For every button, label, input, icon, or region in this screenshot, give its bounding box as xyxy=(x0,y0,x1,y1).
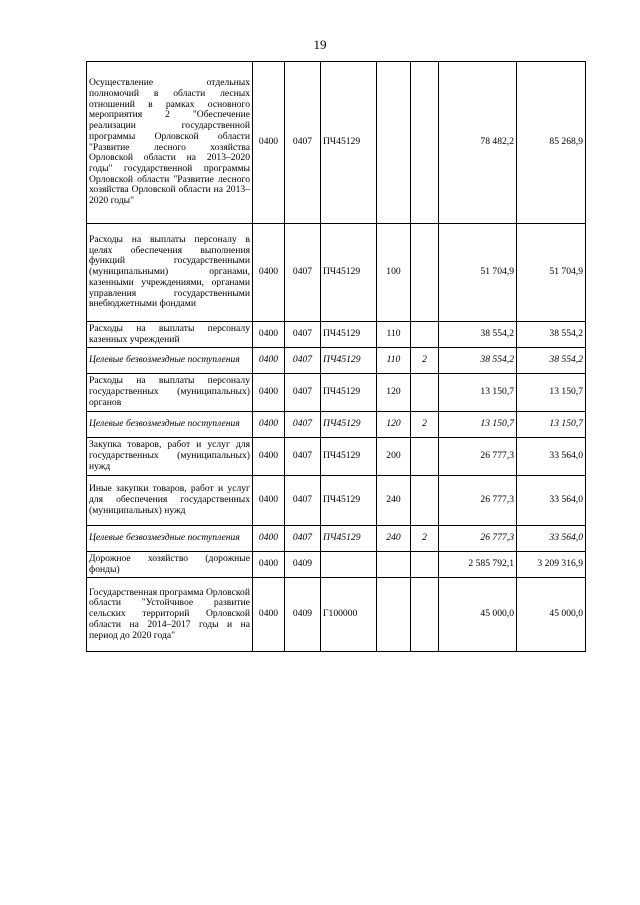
amount-year1-cell: 26 777,3 xyxy=(439,438,517,476)
row-name-cell: Закупка товаров, работ и услуг для государственных (муниципальных) нужд xyxy=(87,438,253,476)
amount-year2-cell: 33 564,0 xyxy=(517,476,586,526)
row-name-cell: Расходы на выплаты персоналу государственных (муниципальных) органов xyxy=(87,374,253,412)
amount-year1-cell: 13 150,7 xyxy=(439,374,517,412)
expense-type-cell xyxy=(377,552,411,578)
section-code-cell: 0400 xyxy=(253,526,285,552)
row-name-cell: Целевые безвозмездные поступления xyxy=(87,526,253,552)
amount-year2-cell: 51 704,9 xyxy=(517,224,586,322)
subsection-code-cell: 0407 xyxy=(285,438,321,476)
amount-year2-cell: 13 150,7 xyxy=(517,374,586,412)
amount-year1-cell: 13 150,7 xyxy=(439,412,517,438)
target-article-cell: ПЧ45129 xyxy=(321,526,377,552)
target-article-cell: ПЧ45129 xyxy=(321,348,377,374)
section-code-cell: 0400 xyxy=(253,578,285,652)
row-name-cell: Целевые безвозмездные поступления xyxy=(87,348,253,374)
target-article-cell: ПЧ45129 xyxy=(321,62,377,224)
target-article-cell: ПЧ45129 xyxy=(321,476,377,526)
section-code-cell: 0400 xyxy=(253,374,285,412)
amount-year1-cell: 45 000,0 xyxy=(439,578,517,652)
section-code-cell: 0400 xyxy=(253,62,285,224)
amount-year1-cell: 38 554,2 xyxy=(439,348,517,374)
target-article-cell xyxy=(321,552,377,578)
target-article-cell: ПЧ45129 xyxy=(321,438,377,476)
expense-type-cell xyxy=(377,578,411,652)
row-name-cell: Дорожное хозяйство (дорожные фонды) xyxy=(87,552,253,578)
expense-type-cell: 200 xyxy=(377,438,411,476)
budget-table xyxy=(86,61,586,652)
section-code-cell: 0400 xyxy=(253,322,285,348)
amount-year2-cell: 33 564,0 xyxy=(517,526,586,552)
row-name-cell: Осуществление отдельных полномочий в области лесных отношений в рамках основного мероприятия 2 "Обеспечение реализации государственной программы Орловской области "Развитие лесного хозяйства Орловской области на 2013–2020 годы" государственной программы Орловской области "Развитие лесного хозяйства Орловской области на 2013–2020 годы" xyxy=(87,62,253,224)
amount-year1-cell: 38 554,2 xyxy=(439,322,517,348)
section-code-cell: 0400 xyxy=(253,476,285,526)
source-code-cell xyxy=(411,438,439,476)
amount-year2-cell: 85 268,9 xyxy=(517,62,586,224)
subsection-code-cell: 0409 xyxy=(285,578,321,652)
subsection-code-cell: 0407 xyxy=(285,476,321,526)
source-code-cell: 2 xyxy=(411,526,439,552)
table-row xyxy=(87,438,586,476)
subsection-code-cell: 0407 xyxy=(285,412,321,438)
subsection-code-cell: 0407 xyxy=(285,526,321,552)
amount-year1-cell: 2 585 792,1 xyxy=(439,552,517,578)
amount-year2-cell: 45 000,0 xyxy=(517,578,586,652)
expense-type-cell xyxy=(377,62,411,224)
amount-year1-cell: 51 704,9 xyxy=(439,224,517,322)
page-number: 19 xyxy=(313,37,327,52)
table-row xyxy=(87,578,586,652)
table-row xyxy=(87,552,586,578)
budget-table-body xyxy=(87,62,586,652)
source-code-cell xyxy=(411,224,439,322)
row-name-cell: Расходы на выплаты персоналу казенных учреждений xyxy=(87,322,253,348)
source-code-cell xyxy=(411,476,439,526)
target-article-cell: ПЧ45129 xyxy=(321,224,377,322)
source-code-cell: 2 xyxy=(411,412,439,438)
table-row xyxy=(87,374,586,412)
target-article-cell: ПЧ45129 xyxy=(321,374,377,412)
amount-year1-cell: 78 482,2 xyxy=(439,62,517,224)
source-code-cell xyxy=(411,322,439,348)
table-row xyxy=(87,348,586,374)
target-article-cell: ПЧ45129 xyxy=(321,412,377,438)
amount-year1-cell: 26 777,3 xyxy=(439,526,517,552)
amount-year2-cell: 38 554,2 xyxy=(517,322,586,348)
source-code-cell xyxy=(411,578,439,652)
amount-year2-cell: 13 150,7 xyxy=(517,412,586,438)
expense-type-cell: 120 xyxy=(377,412,411,438)
subsection-code-cell: 0407 xyxy=(285,374,321,412)
subsection-code-cell: 0409 xyxy=(285,552,321,578)
expense-type-cell: 110 xyxy=(377,322,411,348)
source-code-cell xyxy=(411,552,439,578)
subsection-code-cell: 0407 xyxy=(285,348,321,374)
amount-year2-cell: 38 554,2 xyxy=(517,348,586,374)
row-name-cell: Расходы на выплаты персоналу в целях обеспечения выполнения функций государственными (муниципальными) органами, казенными учреждениями, органами управления государственными внебюджетными фондами xyxy=(87,224,253,322)
table-row xyxy=(87,526,586,552)
source-code-cell xyxy=(411,62,439,224)
expense-type-cell: 240 xyxy=(377,526,411,552)
expense-type-cell: 110 xyxy=(377,348,411,374)
table-row xyxy=(87,476,586,526)
row-name-cell: Государственная программа Орловской области "Устойчивое развитие сельских территорий Орловской области на 2014–2017 годы и на период до 2020 года" xyxy=(87,578,253,652)
subsection-code-cell: 0407 xyxy=(285,322,321,348)
target-article-cell: ПЧ45129 xyxy=(321,322,377,348)
expense-type-cell: 240 xyxy=(377,476,411,526)
expense-type-cell: 120 xyxy=(377,374,411,412)
table-row xyxy=(87,62,586,224)
subsection-code-cell: 0407 xyxy=(285,62,321,224)
section-code-cell: 0400 xyxy=(253,348,285,374)
amount-year1-cell: 26 777,3 xyxy=(439,476,517,526)
subsection-code-cell: 0407 xyxy=(285,224,321,322)
row-name-cell: Иные закупки товаров, работ и услуг для обеспечения государственных (муниципальных) нужд xyxy=(87,476,253,526)
section-code-cell: 0400 xyxy=(253,552,285,578)
table-row xyxy=(87,224,586,322)
amount-year2-cell: 33 564,0 xyxy=(517,438,586,476)
target-article-cell: Г100000 xyxy=(321,578,377,652)
source-code-cell: 2 xyxy=(411,348,439,374)
section-code-cell: 0400 xyxy=(253,412,285,438)
table-row xyxy=(87,412,586,438)
source-code-cell xyxy=(411,374,439,412)
amount-year2-cell: 3 209 316,9 xyxy=(517,552,586,578)
section-code-cell: 0400 xyxy=(253,224,285,322)
expense-type-cell: 100 xyxy=(377,224,411,322)
table-row xyxy=(87,322,586,348)
row-name-cell: Целевые безвозмездные поступления xyxy=(87,412,253,438)
section-code-cell: 0400 xyxy=(253,438,285,476)
